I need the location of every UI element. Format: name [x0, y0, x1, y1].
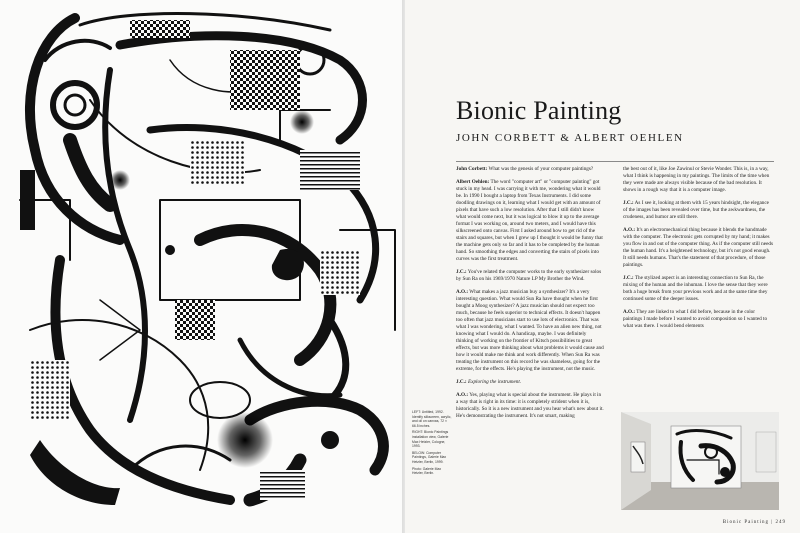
article-title: Bionic Painting [456, 96, 622, 125]
paragraph-text: The stylized aspect is an interesting connection to Sun Ra, the mixing of the human and the inhuman. I love the sense that they were both a huge break from your previous work and at the same time they continued some of the deeper issues. [623, 275, 768, 302]
speaker: John Corbett: [456, 166, 488, 172]
caption: Photo: Galerie Max Hetzler, Berlin. [412, 466, 442, 476]
paragraph-text: You've related the computer works to the early synthesizer solos by Sun Ra on his 1969/1970 Nature LP My Brother the Wind. [456, 269, 602, 282]
speaker: A.O.: [623, 227, 636, 233]
paragraph [623, 166, 773, 194]
caption: LEFT: Untitled, 1992. Identify silkscreen, acrylic, and oil on canvas, 72 × 66.5 inches. [412, 410, 452, 428]
speaker: J.C.: [456, 379, 467, 385]
paragraph [623, 309, 773, 330]
page-footer: Bionic Painting | 249 [722, 520, 786, 525]
paragraph-text: As I see it, looking at them with 15 years hindsight, the elegance of the images has been revealed over time, but the awkwardness, the crudeness, and humor are still there. [623, 200, 769, 220]
paragraph-text: It's an electromechanical thing because it blends the handmade with the computer. The electronic gets corrupted by my hand; it makes you flow in and out of the computer thing. As if the computer still needs the human hand. It's a heightened technology, but it's not good enough. It still needs humans. That's the statement of that procedure, of those paintings. [623, 227, 773, 268]
speaker: A.O.: [456, 289, 469, 295]
article-authors: JOHN CORBETT & ALBERT OEHLEN [456, 132, 684, 144]
paragraph [623, 275, 773, 303]
text-column-1 [456, 166, 604, 426]
image-captions [412, 410, 452, 478]
paragraph-text: What was the genesis of your computer paintings? [487, 166, 594, 172]
paragraph-text: They are linked to what I did before, because in the color paintings I made before I wanted to avoid composition so I wanted to what was there. I would bend elements [623, 309, 768, 329]
paragraph [623, 227, 773, 269]
speaker: J.C.: [456, 269, 467, 275]
paragraph-text: Exploring the instrument. [466, 379, 522, 385]
speaker: Albert Oehlen: [456, 179, 490, 185]
paragraph [623, 200, 773, 221]
paragraph-text: the best out of it, like Joe Zawinul or Stevie Wonder. This is, in a way, what I think is happening in my paintings. The limits of the time when they were made are always visible because of the bad resolution. It shows in a rough way that it is a computer image. [623, 166, 770, 193]
paragraph-text: Yes, playing what is special about the instrument. He plays it in a way that is right in its time: it is completely strident when it is, historically. So it is a new instrument and you hear what's new about it. He's demonstrating the instrument. It's not smart, making [456, 392, 604, 419]
speaker: J.C.: [623, 200, 634, 206]
paragraph [456, 179, 604, 263]
paragraph [456, 392, 604, 420]
caption: BELOW: Computer Paintings, Galerie Max Hetzler, Berlin, 1999. [412, 450, 447, 464]
paragraph [456, 166, 604, 173]
title-divider [456, 161, 774, 162]
paragraph [456, 289, 604, 373]
paragraph-text: What makes a jazz musician buy a synthesizer? It's a very interesting question. What would Sun Ra have thought when he first bought a Moog synthesizer? A jazz musician should not expect too much, because he feels superior to technical effects. It doesn't happen too often that jazz musicians start to use lots of electronics. That was what I was wondering, what I wanted. To have an alien new thing, not knowing what I would do. A handicap, maybe. I was definitely thinking of working on the frontier of Kitsch possibilities to great effects, but was more thinking about what problems it would cause and how it would make me think and work differently. When Sun Ra was treating the instrument on this record he was shameless, going for the extreme, for the effects. He's playing the instrument, not the music. [456, 289, 604, 372]
paragraph [456, 379, 604, 386]
speaker: A.O.: [456, 392, 469, 398]
text-column-2 [623, 166, 773, 336]
caption: RIGHT: Bionic Paintings installation view, Galerie Max Hetzler, Cologne, 1993. [412, 430, 449, 449]
paragraph-text: The word "computer art" or "computer painting" got stuck in my head. I was carrying it with me, wondering what it would be. In 1990 I bought a laptop from Texas Instruments. I did some doodling drawings on it, learning what I would get with an amount of pixels that have such a low resolution. After that I still didn't know what would come next, but it was logical to blow it up to the average format I was working on, around two meters, and I would have this silkscreened onto canvas. First I asked around how to get rid of the stairs and squares, but when I grew up I thought it would be funny that the machine gets only so far and it has to be completed by the human hand. So smoothing the edges and converting the stairs of pixels into curves was the first treatment. [456, 179, 603, 262]
speaker: J.C.: [623, 275, 634, 281]
speaker: A.O.: [623, 309, 636, 315]
paragraph [456, 269, 604, 283]
gallery-installation-photo [621, 412, 779, 510]
